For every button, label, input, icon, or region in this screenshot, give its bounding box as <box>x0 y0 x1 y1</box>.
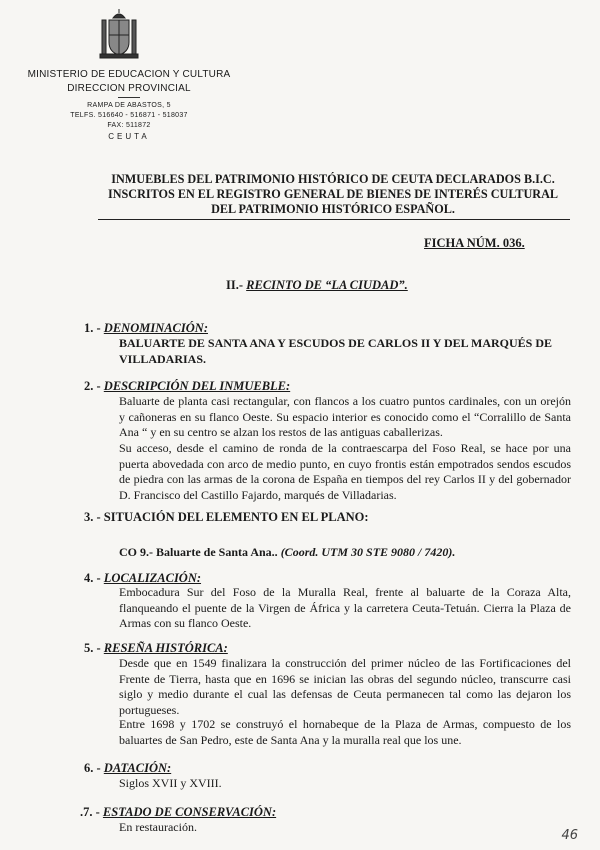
section-number: 2. - <box>84 379 101 393</box>
section-label: DESCRIPCIÓN DEL INMUEBLE: <box>103 379 291 393</box>
document-title: INMUEBLES DEL PATRIMONIO HISTÓRICO DE CEUTA DECLARADOS B.I.C. INSCRITOS EN EL REGISTRO GENERAL DE BIENES DE INTERÉS CULTURAL DEL PATRIMONIO HISTÓRICO ESPAÑOL. <box>107 172 559 216</box>
section-number: 6. - <box>84 761 101 775</box>
descripcion-paragraph-2: Su acceso, desde el camino de ronda de la contraescarpa del Foso Real, se hace por una puerta abovedada con arco de medio punto, en cuyo frontis están empotrados sendos escudos de piedra con las armas de la corona de España en tiempos del rey Carlos II y del gobernador D. Francisco del Castillo Fajardo, marqués de Villadarias. <box>119 441 571 502</box>
section-label: LOCALIZACIÓN: <box>103 571 202 585</box>
phones: TELFS. 516640 - 516871 - 518037 <box>70 112 188 119</box>
descripcion-paragraph-1: Baluarte de planta casi rectangular, con flancos a los cuatro puntos cardinales, con un orejón y cañoneras en su flanco Oeste. Su espacio interior es conocido como el “Corralillo de Santa Ana “ y en su centro se alzan los restos de las antiguas caballerizas. <box>119 394 571 440</box>
section-heading-estado <box>80 805 276 820</box>
city: CEUTA <box>108 132 150 141</box>
section-heading-localizacion <box>84 571 201 586</box>
section-number: 4. - <box>84 571 101 585</box>
coat-of-arms-emblem <box>96 8 142 64</box>
direction-name: DIRECCION PROVINCIAL <box>67 83 191 94</box>
datacion-text: Siglos XVII y XVIII. <box>119 776 222 790</box>
resena-paragraph-2: Entre 1698 y 1702 se construyó el hornabeque de la Plaza de Armas, compuesto de los baluartes de San Pedro, este de Santa Ana y la muralla real que los une. <box>119 717 571 747</box>
address: RAMPA DE ABASTOS, 5 <box>87 102 171 109</box>
situacion-text <box>119 545 571 561</box>
recinto-heading <box>226 278 408 293</box>
utm-coordinates: (Coord. UTM 30 STE 9080 / 7420). <box>280 545 456 559</box>
section-heading-descripcion <box>84 379 290 394</box>
resena-paragraph-1: Desde que en 1549 finalizara la construcción del primer núcleo de las Fortificaciones del Frente de Tierra, hasta que en 1696 se inician las obras del segundo núcleo, transcurre casi siglo y medio durante el cual las defensas de Ceuta permanecen tal como las dejaron los portugueses. <box>119 656 571 717</box>
ministry-name: MINISTERIO DE EDUCACION Y CULTURA <box>27 69 231 80</box>
letterhead <box>20 68 238 143</box>
title-underline <box>98 219 570 220</box>
localizacion-text: Embocadura Sur del Foso de la Muralla Real, frente al baluarte de la Coraza Alta, flanqueando el puente de la Virgen de África y la carretera Ceuta-Tetuán. Cierra la Plaza de Armas con su flanco Oeste. <box>119 585 571 631</box>
section-label: RESEÑA HISTÓRICA: <box>103 641 228 655</box>
section-number: .7. - <box>80 805 100 819</box>
section-heading-resena <box>84 641 228 656</box>
estado-text: En restauración. <box>119 820 197 834</box>
section-number: 3. - <box>84 510 101 524</box>
section-heading-denominacion <box>84 321 208 336</box>
denominacion-text: BALUARTE DE SANTA ANA Y ESCUDOS DE CARLOS II Y DEL MARQUÉS DE VILLADARIAS. <box>119 336 552 366</box>
section-heading-situacion <box>84 510 369 525</box>
ficha-number: FICHA NÚM. 036. <box>424 236 525 250</box>
section-number: 5. - <box>84 641 101 655</box>
section-number: 1. - <box>84 321 101 335</box>
plan-code: CO 9.- Baluarte de Santa Ana.. <box>119 545 278 559</box>
section-label: SITUACIÓN DEL ELEMENTO EN EL PLANO: <box>103 510 369 524</box>
section-label: ESTADO DE CONSERVACIÓN: <box>102 805 277 819</box>
letterhead-divider <box>118 97 140 98</box>
recinto-label: RECINTO DE “LA CIUDAD”. <box>246 278 408 292</box>
section-heading-datacion <box>84 761 171 776</box>
handwritten-page-number: 46 <box>561 828 578 843</box>
recinto-number: II.- <box>226 278 244 292</box>
section-label: DENOMINACIÓN: <box>103 321 208 335</box>
fax: FAX: 511872 <box>107 122 151 129</box>
section-label: DATACIÓN: <box>103 761 172 775</box>
